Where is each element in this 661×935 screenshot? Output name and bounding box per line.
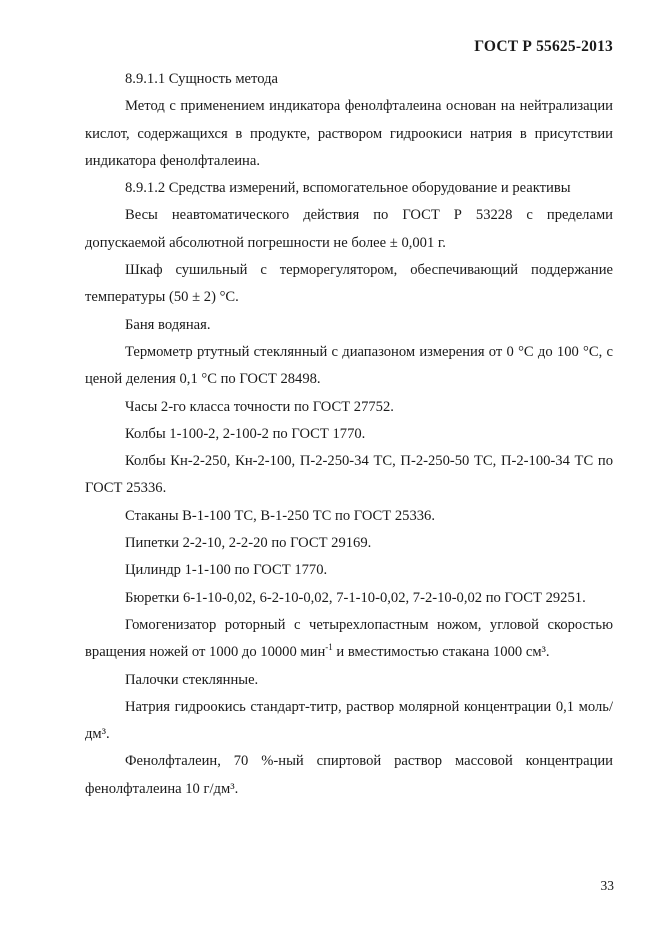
document-body	[85, 66, 613, 803]
paragraph-method-description: Метод с применением индикатора фенолфталеина основан на нейтрализации кислот, содержащихся в продукте, раствором гидроокиси натрия в присутствии индикатора фенолфталеина.	[85, 98, 613, 169]
paragraph-beakers: Стаканы В-1-100 ТС, В-1-250 ТС по ГОСТ 25336.	[125, 507, 435, 524]
section-heading-equipment: 8.9.1.2 Средства измерений, вспомогательное оборудование и реактивы	[125, 180, 571, 197]
paragraph-drying-cabinet: Шкаф сушильный с терморегулятором, обеспечивающий поддержание температуры (50 ± 2) °С.	[85, 262, 613, 306]
paragraph-sodium-hydroxide: Натрия гидроокись стандарт-титр, раствор молярной концентрации 0,1 моль/дм³.	[85, 698, 613, 743]
section-heading-essence: 8.9.1.1 Сущность метода	[125, 71, 278, 87]
homogenizer-text-start: Гомогенизатор роторный с четырехлопастным ножом, угловой скоростью вращения ножей от 1000 до 10000 мин	[85, 616, 613, 661]
paragraph-homogenizer	[85, 612, 613, 667]
paragraph-phenolphthalein: Фенолфталеин, 70 %-ный спиртовой раствор массовой концентрации фенолфталеина 10 г/дм³.	[85, 753, 613, 797]
paragraph-burettes: Бюретки 6-1-10-0,02, 6-2-10-0,02, 7-1-10-0,02, 7-2-10-0,02 по ГОСТ 29251.	[125, 589, 586, 606]
paragraph-flasks-conical: Колбы Кн-2-250, Кн-2-100, П-2-250-34 ТС, П-2-250-50 ТС, П-2-100-34 ТС по ГОСТ 25336.	[85, 453, 613, 497]
paragraph-glass-rods: Палочки стеклянные.	[125, 671, 259, 688]
paragraph-flasks-volumetric: Колбы 1-100-2, 2-100-2 по ГОСТ 1770.	[125, 425, 366, 442]
document-code-header: ГОСТ Р 55625-2013	[474, 38, 613, 55]
homogenizer-superscript: -1	[325, 642, 333, 653]
homogenizer-text-end: и вместимостью стакана 1000 см³.	[332, 644, 550, 661]
page-number: 33	[600, 878, 614, 893]
paragraph-clock: Часы 2-го класса точности по ГОСТ 27752.	[125, 398, 394, 415]
paragraph-cylinder: Цилиндр 1-1-100 по ГОСТ 1770.	[125, 562, 328, 579]
paragraph-scales: Весы неавтоматического действия по ГОСТ Р 53228 с пределами допускаемой абсолютной погрешности не более ± 0,001 г.	[85, 207, 613, 251]
paragraph-water-bath: Баня водяная.	[125, 316, 211, 333]
paragraph-pipettes: Пипетки 2-2-10, 2-2-20 по ГОСТ 29169.	[125, 535, 372, 552]
paragraph-thermometer: Термометр ртутный стеклянный с диапазоном измерения от 0 °С до 100 °С, с ценой деления 0,1 °С по ГОСТ 28498.	[85, 343, 613, 388]
